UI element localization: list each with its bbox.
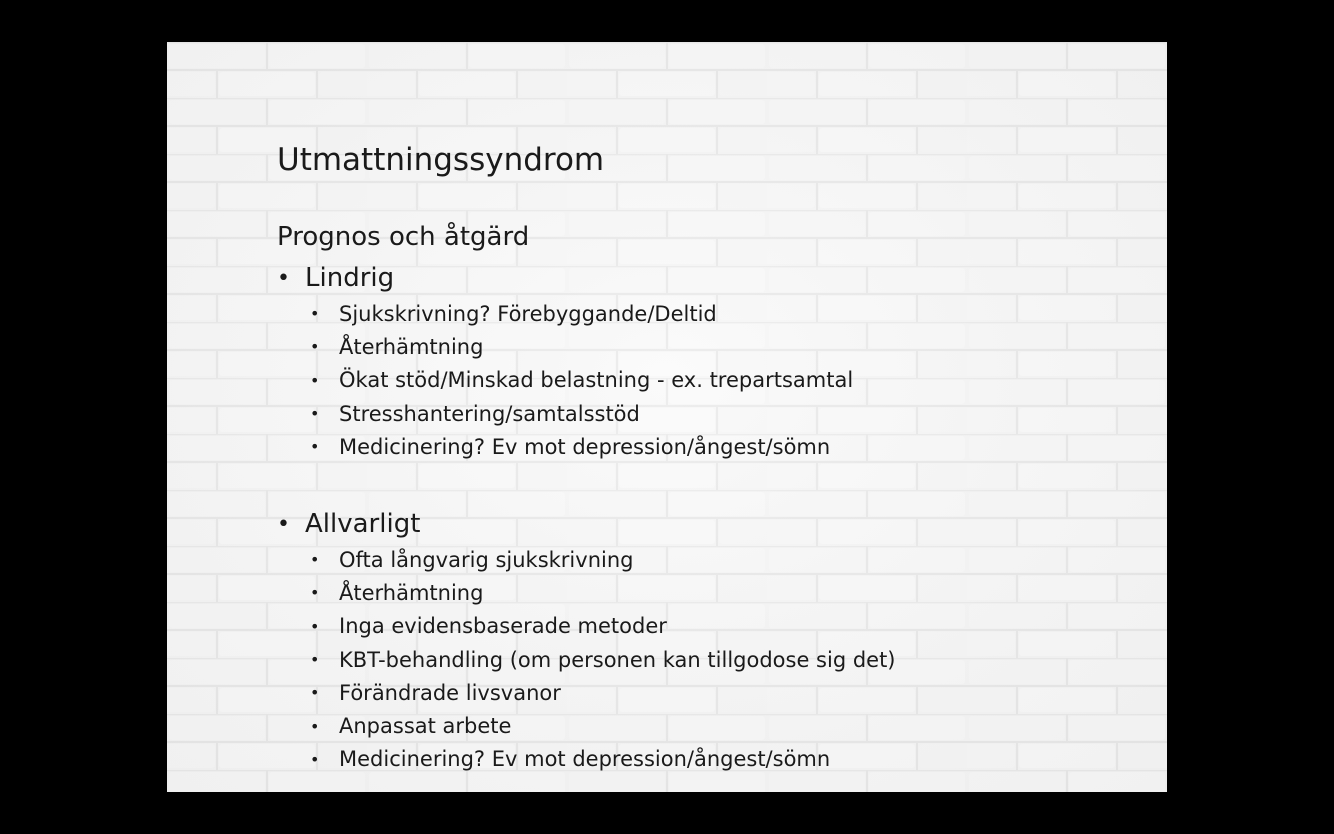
list-item-text: Stresshantering/samtalsstöd [339, 401, 640, 426]
bullet-icon: • [277, 511, 290, 537]
bullet-icon: • [310, 304, 320, 324]
section-heading: Lindrig [305, 263, 395, 293]
slide [167, 42, 1167, 792]
list-item-text: Inga evidensbaserade metoder [339, 614, 667, 639]
sub-list [277, 297, 853, 463]
bullet-icon: • [310, 550, 320, 570]
list-item-text: Medicinering? Ev mot depression/ångest/sömn [339, 747, 831, 772]
bullet-icon: • [310, 437, 320, 457]
list-item [277, 430, 853, 463]
section-heading-row [277, 259, 853, 297]
list-item-text: Ökat stöd/Minskad belastning - ex. trepartsamtal [339, 368, 854, 393]
list-item [277, 709, 896, 742]
list-item-text: Medicinering? Ev mot depression/ångest/sömn [339, 434, 831, 459]
bullet-icon: • [310, 716, 320, 736]
slide-content [167, 42, 1167, 792]
list-item [277, 743, 896, 776]
list-item [277, 610, 896, 643]
list-item [277, 364, 853, 397]
list-item [277, 676, 896, 709]
section-heading-row [277, 505, 896, 543]
section-heading: Allvarligt [305, 509, 421, 539]
list-item-text: Återhämtning [339, 334, 484, 359]
list-item-text: Återhämtning [339, 580, 484, 605]
bullet-icon: • [310, 683, 320, 703]
section-lindrig [277, 259, 853, 463]
bullet-icon: • [310, 583, 320, 603]
list-item [277, 643, 896, 676]
list-item [277, 543, 896, 576]
list-item [277, 297, 853, 330]
bullet-icon: • [310, 650, 320, 670]
bullet-icon: • [310, 337, 320, 357]
list-item-text: Ofta långvarig sjukskrivning [339, 547, 634, 572]
slide-title: Utmattningssyndrom [277, 142, 605, 178]
list-item-text: Sjukskrivning? Förebyggande/Deltid [339, 301, 717, 326]
sub-list [277, 543, 896, 776]
section-allvarligt [277, 505, 896, 776]
list-item-text: Anpassat arbete [339, 714, 512, 739]
bullet-icon: • [310, 404, 320, 424]
list-item [277, 576, 896, 609]
list-item-text: KBT-behandling (om personen kan tillgodose sig det) [339, 647, 896, 672]
slide-subtitle: Prognos och åtgärd [277, 222, 530, 252]
list-item [277, 330, 853, 363]
bullet-icon: • [277, 265, 290, 291]
list-item [277, 397, 853, 430]
bullet-icon: • [310, 370, 320, 390]
bullet-icon: • [310, 616, 320, 636]
list-item-text: Förändrade livsvanor [339, 680, 561, 705]
bullet-icon: • [310, 749, 320, 769]
